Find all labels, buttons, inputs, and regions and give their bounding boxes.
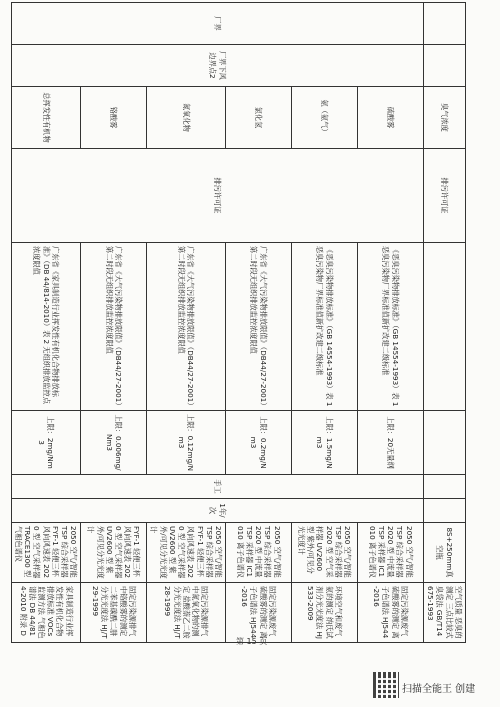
frequency-label: 1年/次 — [11, 499, 423, 523]
standard: 《恶臭污染物排放标准》（GB 14554-1993）表 1 恶臭污染物厂界标准值新扩改建二级标准 — [358, 243, 424, 411]
category-label: 厂界 — [11, 3, 423, 45]
pollutant: 氨（氨气） — [292, 87, 358, 149]
limit: 上限：0.006mg/Nm3 — [81, 411, 147, 475]
category-cell — [424, 3, 466, 45]
scanner-watermark: 扫描全能王 创建 — [402, 684, 476, 695]
pollutant: 总挥发性有机物 — [11, 87, 81, 149]
limit: 上限：20无量纲 — [358, 411, 424, 475]
pollutant: 氮氧化物 — [147, 87, 226, 149]
method: 家具制造行业挥发性有机化合物排放标准 VOCs 监测方法 气相色谱法 DB 44/814-2010 附录 D — [11, 583, 81, 643]
standard: 广东省《大气污染物排放限值》（DB44/27-2001）第二时段无组织排放监控浓度限值 — [147, 243, 226, 411]
pollutant: 氯化氢 — [226, 87, 292, 149]
header-instrument: 8S+250mm真空瓶 — [424, 523, 466, 583]
pollutant: 硫酸雾 — [358, 87, 424, 149]
standard: 广东省《大气污染物排放限值》（DB44/27-2001）第二时段无组织排放监控浓度限值 — [81, 243, 147, 411]
method: 环境空气和废气 氨的测定 纳氏试剂分光光度法 HJ 533-2009 — [292, 583, 358, 643]
method: 固定污染源废气 硫酸雾的测定 离子色谱法 HJ544-2016 — [358, 583, 424, 643]
instrument: 2050 空气/智能 TSP 综合采样器 2020 型 中流量 TSP 采样器 IC1010 离子色谱仪 — [226, 523, 292, 583]
instrument: 2050 空气/智能 TSP 综合采样器 2020 型 空气采样器 UV2600 型 紫外/可见分光光度计 — [292, 523, 358, 583]
standard: 广东省《家具制造行业挥发性有机化合物排放标准》（DB 44/814-2010）表 2 无组织排放监控点浓度限值 — [11, 243, 81, 411]
standard: 《恶臭污染物排放标准》（GB 14554-1993）表 1 恶臭污染物厂界标准值新扩改建二级标准 — [292, 243, 358, 411]
pollutant: 铬酸雾 — [81, 87, 147, 149]
instrument: FYF-1 轻便三杯风向风速表 2020 型 空气采样器 UV2600 型 紫外/可见分光光度计 — [81, 523, 147, 583]
location-label: 厂界下风边界点2 — [11, 45, 423, 87]
method: 固定污染源排气中氮氧化物的测定 盐酸萘乙二胺分光光度法 HJ/T 28-1999 — [147, 583, 226, 643]
top-method: 空气质量 恶臭的测定 三点比较式臭袋法 GB/T14675-1993 — [424, 583, 466, 643]
permit-label: 排污许可证 — [11, 149, 423, 243]
instrument: 2050 空气/智能 TSP 综合采样器 FYF-1 轻便三杯风向风速表 2020 型 空气采样器 TRACE1300 型 气相色谱仪 — [11, 523, 81, 583]
page-number: 第 15 页 — [236, 637, 268, 646]
limit: 上限：1.5mg/Nm3 — [292, 411, 358, 475]
header-permit: 排污许可证 — [424, 149, 466, 243]
header-odor: 臭气浓度 — [424, 87, 466, 149]
qr-code-icon — [373, 672, 399, 698]
limit: 上限：0.2mg/Nm3 — [226, 411, 292, 475]
limit: 上限：0.12mg/Nm3 — [147, 411, 226, 475]
method: 固定污染源废气 硫酸雾的测定 离子色谱法 HJ544-2016 — [226, 583, 292, 643]
location-cell — [424, 45, 466, 87]
monitoring-table — [11, 2, 466, 643]
instrument: 2050 空气/智能 TSP 综合采样器 2020 型 中流量 TSP 采样器 IC1010 离子色谱仪 — [358, 523, 424, 583]
instrument: 2050 空气/智能 TSP 综合采样器 FYF-1 轻便三杯风向风速表 2020 型 空气采样器 UV2600 型 紫外/可见分光光度计 — [147, 523, 226, 583]
rotated-table-container — [13, 2, 466, 642]
standard: 广东省《大气污染物排放限值》（DB44/27-2001）第二时段无组织排放监控浓度限值 — [226, 243, 292, 411]
limit: 上限：2mg/Nm3 — [11, 411, 81, 475]
manual-label: 手工 — [11, 475, 423, 499]
method: 固定污染源排气中铬酸雾的测定 二苯基碳酰二肼分光光度法 HJ/T 29-1999 — [81, 583, 147, 643]
